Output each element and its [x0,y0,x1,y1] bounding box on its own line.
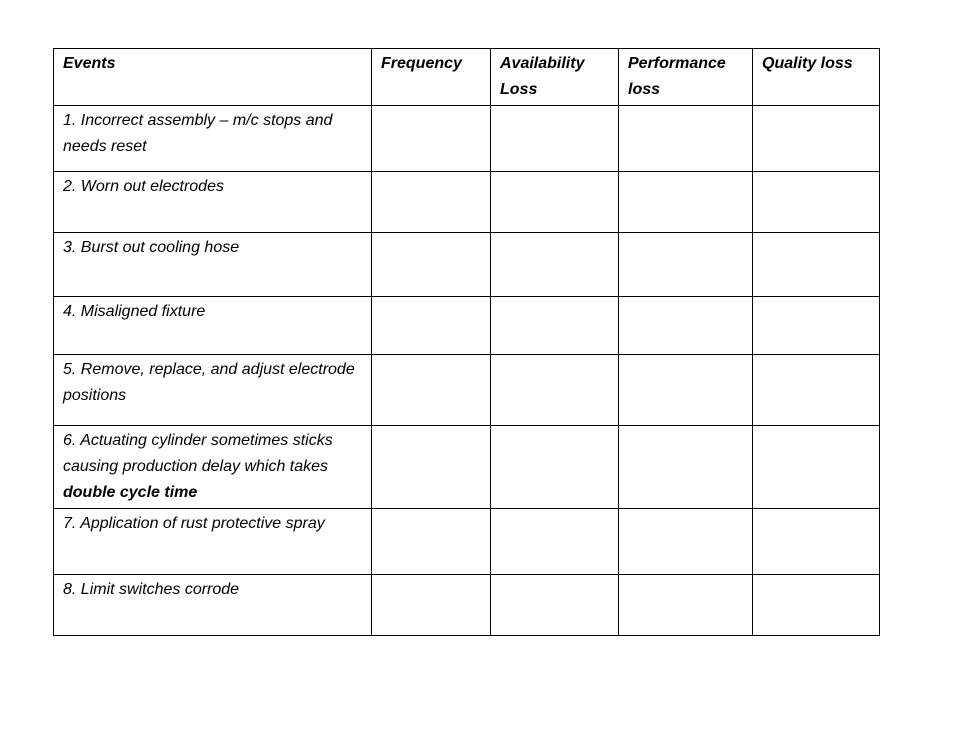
availability-loss-cell[interactable] [491,106,619,172]
header-availability-loss: Availability Loss [491,49,619,106]
event-cell: 5. Remove, replace, and adjust electrode positions [54,355,372,426]
availability-loss-cell[interactable] [491,297,619,355]
event-text: 6. Actuating cylinder sometimes sticks causing production delay which takes [63,432,333,475]
header-quality-loss: Quality loss [753,49,880,106]
quality-loss-cell[interactable] [753,355,880,426]
event-cell: 4. Misaligned fixture [54,297,372,355]
availability-loss-cell[interactable] [491,172,619,233]
quality-loss-cell[interactable] [753,509,880,575]
table-row [54,426,880,509]
performance-loss-cell[interactable] [619,575,753,636]
performance-loss-cell[interactable] [619,426,753,509]
frequency-cell[interactable] [372,509,491,575]
header-performance-loss: Performance loss [619,49,753,106]
events-loss-table [53,48,880,636]
event-cell: 8. Limit switches corrode [54,575,372,636]
availability-loss-cell[interactable] [491,509,619,575]
event-cell: 1. Incorrect assembly – m/c stops and needs reset [54,106,372,172]
table-row [54,355,880,426]
header-frequency: Frequency [372,49,491,106]
table-row [54,297,880,355]
quality-loss-cell[interactable] [753,233,880,297]
frequency-cell[interactable] [372,172,491,233]
event-emphasis-text: double cycle time [63,484,198,501]
event-cell: 7. Application of rust protective spray [54,509,372,575]
header-events: Events [54,49,372,106]
table-row [54,509,880,575]
table-row [54,106,880,172]
availability-loss-cell[interactable] [491,233,619,297]
performance-loss-cell[interactable] [619,172,753,233]
performance-loss-cell[interactable] [619,233,753,297]
event-cell: 3. Burst out cooling hose [54,233,372,297]
performance-loss-cell[interactable] [619,297,753,355]
frequency-cell[interactable] [372,106,491,172]
quality-loss-cell[interactable] [753,106,880,172]
quality-loss-cell[interactable] [753,575,880,636]
availability-loss-cell[interactable] [491,355,619,426]
quality-loss-cell[interactable] [753,172,880,233]
event-cell [54,426,372,509]
frequency-cell[interactable] [372,233,491,297]
table-row [54,575,880,636]
frequency-cell[interactable] [372,426,491,509]
performance-loss-cell[interactable] [619,355,753,426]
table-row [54,233,880,297]
quality-loss-cell[interactable] [753,297,880,355]
availability-loss-cell[interactable] [491,575,619,636]
frequency-cell[interactable] [372,297,491,355]
frequency-cell[interactable] [372,355,491,426]
frequency-cell[interactable] [372,575,491,636]
table-row [54,172,880,233]
quality-loss-cell[interactable] [753,426,880,509]
header-row [54,49,880,106]
event-cell: 2. Worn out electrodes [54,172,372,233]
performance-loss-cell[interactable] [619,106,753,172]
availability-loss-cell[interactable] [491,426,619,509]
performance-loss-cell[interactable] [619,509,753,575]
